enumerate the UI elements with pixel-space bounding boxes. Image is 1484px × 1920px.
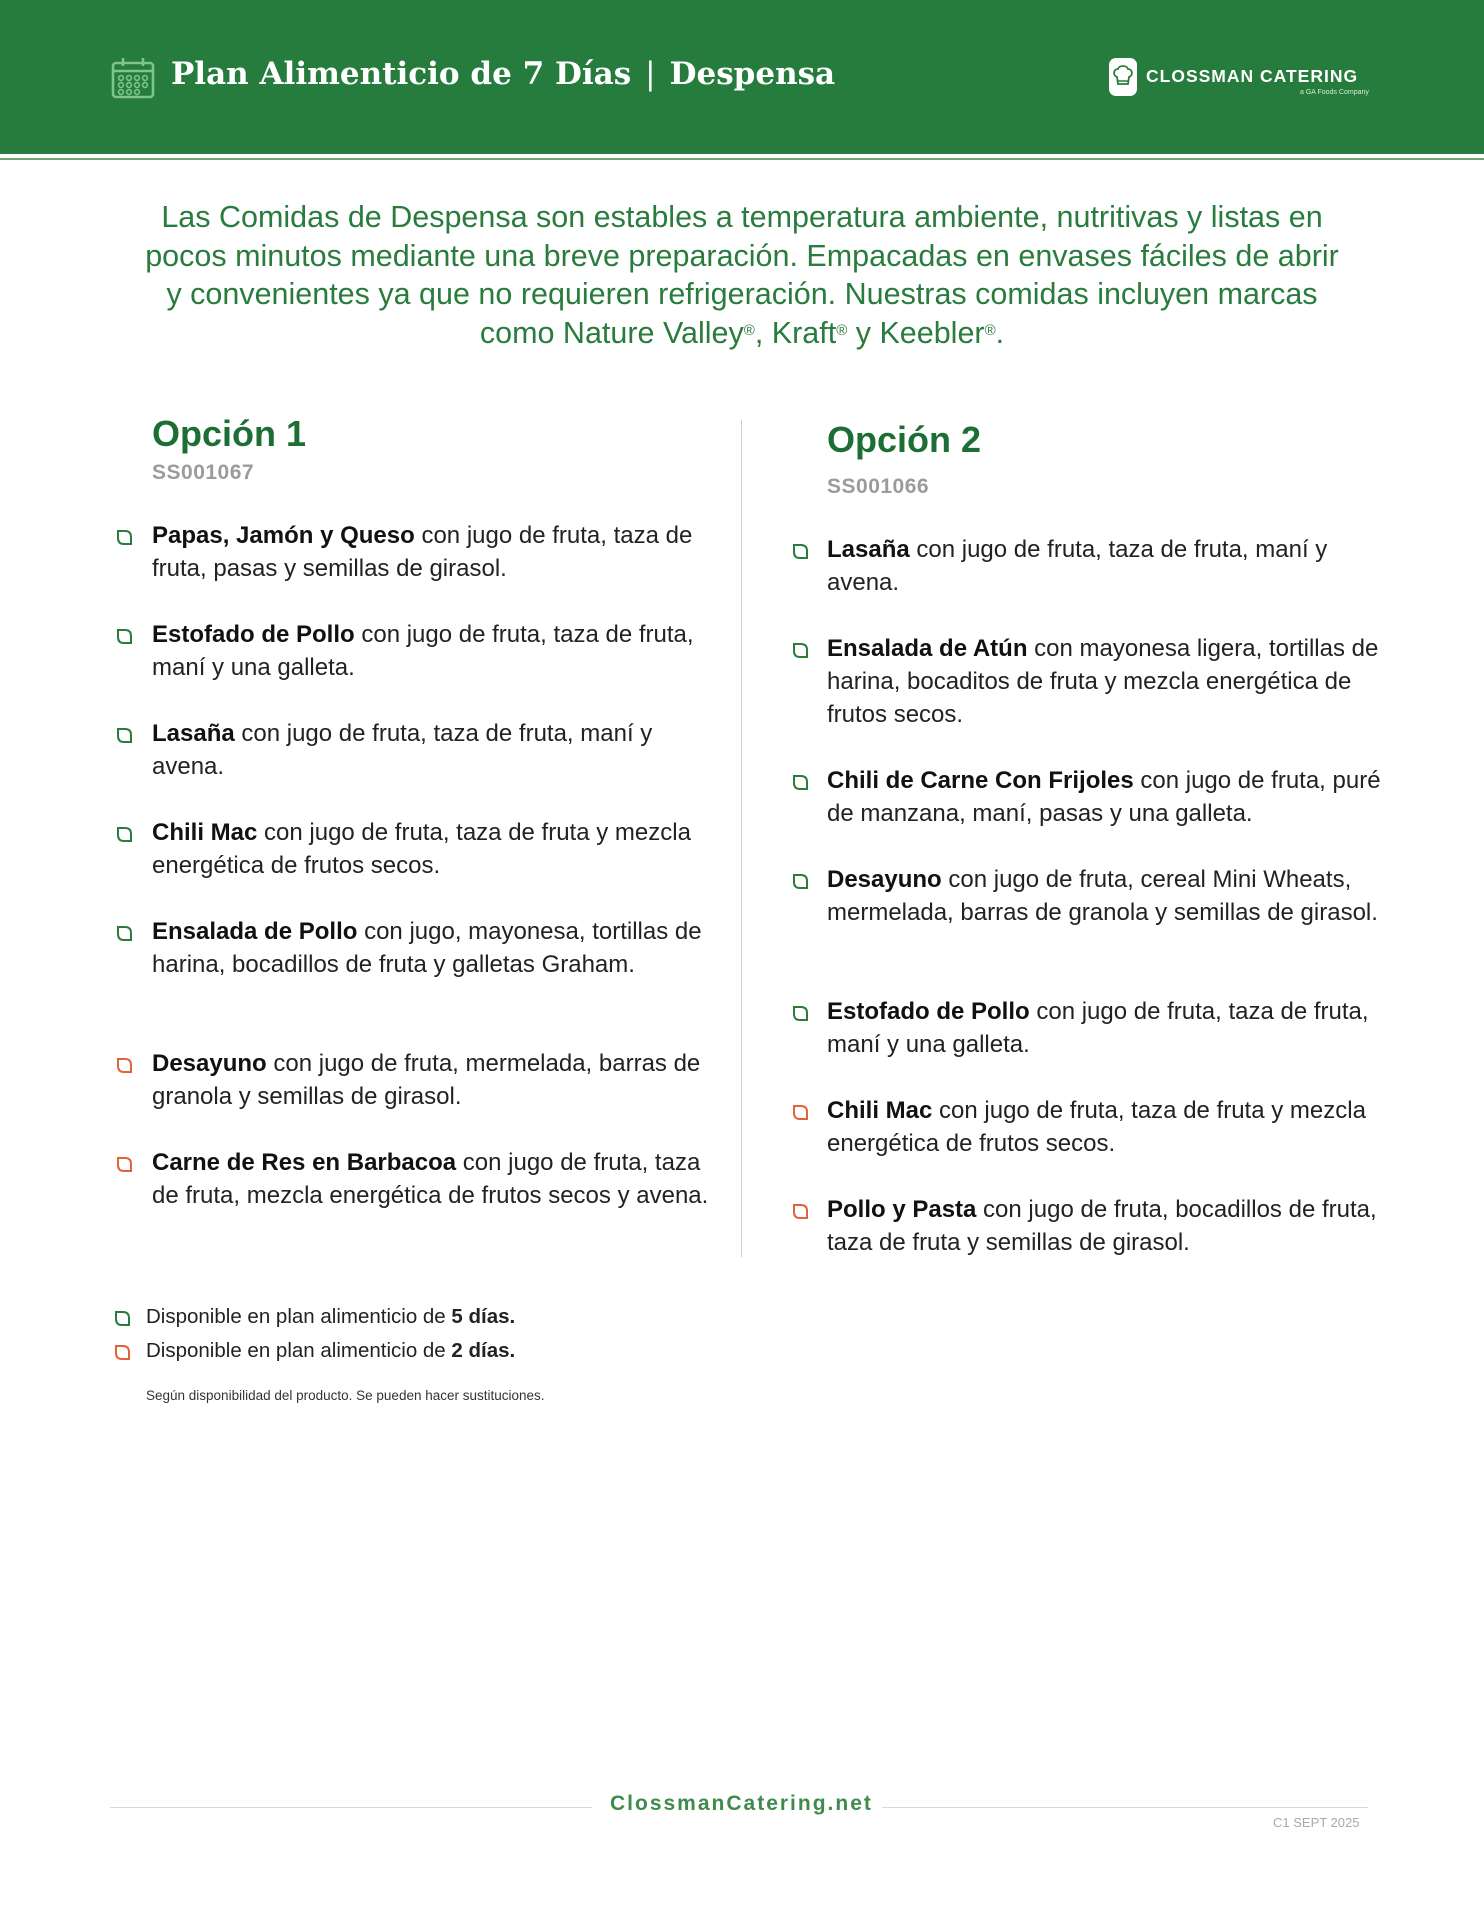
footer-website-link[interactable]: ClossmanCatering.net	[610, 1792, 873, 1815]
calendar-icon	[111, 57, 155, 99]
list-item	[827, 1193, 1387, 1259]
list-item	[152, 816, 722, 882]
item-description: con jugo de fruta, taza de fruta y mezcla energética de frutos secos.	[152, 819, 691, 879]
column-divider	[741, 420, 742, 1257]
item-description: con jugo de fruta, taza de fruta, maní y avena.	[152, 720, 653, 780]
list-item	[152, 1047, 712, 1113]
header-divider	[0, 158, 1484, 160]
option-1-title: Opción 1	[152, 413, 307, 454]
brand-tagline: a GA Foods Company	[1300, 89, 1369, 96]
intro-text: .	[995, 316, 1005, 351]
intro-text: , Kraft	[754, 316, 837, 351]
bullet-5-day-icon	[792, 543, 809, 560]
intro-text: y Keebler	[847, 316, 985, 351]
list-item	[152, 915, 722, 981]
bullet-5-day-icon	[116, 826, 133, 843]
bullet-5-day-icon	[116, 925, 133, 942]
chef-hat-icon	[1109, 58, 1137, 96]
bullet-5-day-icon	[116, 727, 133, 744]
item-description: con jugo de fruta, bocadillos de fruta, taza de fruta y semillas de girasol.	[827, 1196, 1377, 1256]
registered-mark: ®	[743, 322, 755, 340]
item-description: con mayonesa ligera, tortillas de harina, bocaditos de fruta y mezcla energética de frutos secos.	[827, 635, 1379, 728]
bullet-5-day-icon	[792, 774, 809, 791]
item-description: con jugo de fruta, taza de fruta, maní y una galleta.	[152, 621, 694, 681]
item-name: Desayuno	[827, 866, 942, 893]
intro-text: Las Comidas de Despensa son estables a temperatura ambiente, nutritivas y listas en pocos minutos mediante una breve preparación. Empacadas en envases fáciles de abrir y convenientes ya que no requieren refrigeración. Nuestras comidas incluyen marcas como Nature Valley	[145, 200, 1339, 351]
item-description: con jugo de fruta, taza de fruta, maní y avena.	[827, 536, 1328, 596]
list-item	[152, 519, 722, 585]
legend-2-day-icon	[114, 1344, 131, 1361]
bullet-5-day-icon	[792, 873, 809, 890]
bullet-2-day-icon	[116, 1057, 133, 1074]
brand-name: CLOSSMAN CATERING	[1146, 66, 1359, 86]
legend-5-day	[146, 1305, 515, 1329]
item-name: Ensalada de Pollo	[152, 918, 358, 945]
list-item	[152, 717, 722, 783]
legend-5-day-icon	[114, 1310, 131, 1327]
title-separator: |	[645, 56, 656, 92]
availability-note: Según disponibilidad del producto. Se pueden hacer sustituciones.	[146, 1388, 545, 1403]
item-name: Ensalada de Atún	[827, 635, 1028, 662]
item-name: Lasaña	[827, 536, 910, 563]
list-item	[827, 995, 1387, 1061]
legend-days: 5 días.	[451, 1305, 516, 1328]
item-name: Estofado de Pollo	[152, 621, 355, 648]
item-description: con jugo de fruta, taza de fruta y mezcla energética de frutos secos.	[827, 1097, 1366, 1157]
item-description: con jugo de fruta, taza de fruta, mezcla energética de frutos secos y avena.	[152, 1149, 709, 1209]
legend-days: 2 días.	[451, 1339, 516, 1362]
list-item	[827, 863, 1387, 929]
bullet-5-day-icon	[116, 529, 133, 546]
subtitle-text: Despensa	[669, 56, 836, 92]
legend-text: Disponible en plan alimenticio de	[146, 1305, 452, 1328]
item-description: con jugo de fruta, mermelada, barras de granola y semillas de girasol.	[152, 1050, 701, 1110]
header-bar	[0, 0, 1484, 154]
item-name: Desayuno	[152, 1050, 267, 1077]
title-text: Plan Alimenticio de 7 Días	[171, 56, 632, 92]
bullet-5-day-icon	[792, 642, 809, 659]
intro-paragraph	[138, 198, 1346, 353]
list-item	[827, 533, 1387, 599]
list-item	[827, 1094, 1387, 1160]
page-title	[171, 56, 835, 92]
item-description: con jugo de fruta, taza de fruta, maní y una galleta.	[827, 998, 1369, 1058]
item-description: con jugo de fruta, cereal Mini Wheats, mermelada, barras de granola y semillas de girasol.	[827, 866, 1378, 926]
item-name: Chili Mac	[827, 1097, 933, 1124]
item-name: Lasaña	[152, 720, 235, 747]
option-1-code: SS001067	[152, 461, 255, 484]
bullet-5-day-icon	[116, 628, 133, 645]
option-2-title: Opción 2	[827, 419, 982, 460]
item-description: con jugo de fruta, taza de fruta, pasas y semillas de girasol.	[152, 522, 693, 582]
document-code: C1 SEPT 2025	[1273, 1815, 1360, 1830]
bullet-2-day-icon	[792, 1104, 809, 1121]
item-name: Estofado de Pollo	[827, 998, 1030, 1025]
footer-divider	[110, 1807, 592, 1808]
item-name: Chili de Carne Con Frijoles	[827, 767, 1134, 794]
item-description: con jugo de fruta, puré de manzana, maní, pasas y una galleta.	[827, 767, 1381, 827]
list-item	[827, 764, 1392, 830]
footer-divider	[882, 1807, 1368, 1808]
list-item	[152, 618, 722, 684]
legend-2-day	[146, 1339, 515, 1363]
legend-text: Disponible en plan alimenticio de	[146, 1339, 452, 1362]
item-name: Carne de Res en Barbacoa	[152, 1149, 457, 1176]
list-item	[827, 632, 1387, 731]
bullet-5-day-icon	[792, 1005, 809, 1022]
list-item	[152, 1146, 712, 1212]
option-2-code: SS001066	[827, 475, 930, 498]
bullet-2-day-icon	[116, 1156, 133, 1173]
item-name: Pollo y Pasta	[827, 1196, 977, 1223]
registered-mark: ®	[836, 322, 848, 340]
item-description: con jugo, mayonesa, tortillas de harina, bocadillos de fruta y galletas Graham.	[152, 918, 702, 978]
registered-mark: ®	[984, 322, 996, 340]
item-name: Papas, Jamón y Queso	[152, 522, 415, 549]
bullet-2-day-icon	[792, 1203, 809, 1220]
item-name: Chili Mac	[152, 819, 258, 846]
